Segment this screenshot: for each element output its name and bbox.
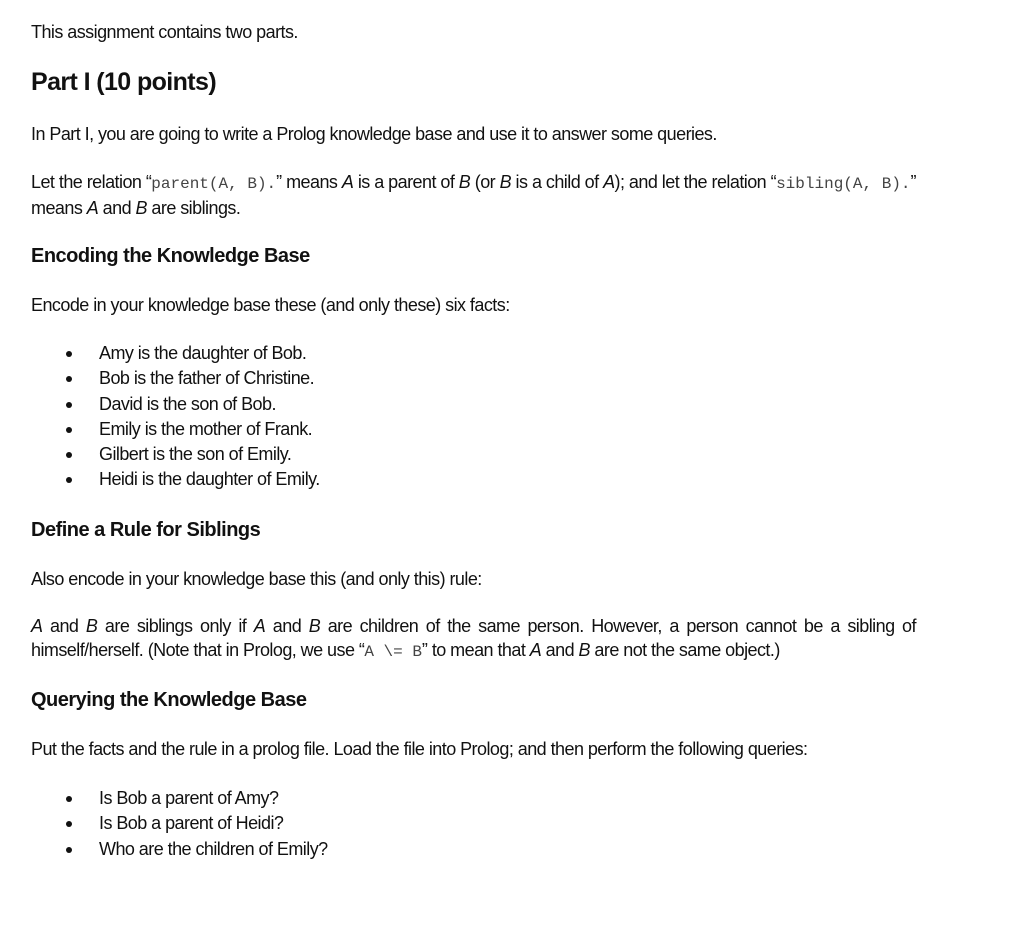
list-item: Bob is the father of Christine. bbox=[31, 366, 320, 391]
parent-relation-code: parent(A, B). bbox=[151, 175, 277, 193]
facts-list bbox=[31, 341, 320, 493]
rule-heading: Define a Rule for Siblings bbox=[31, 519, 261, 541]
part1-title: Part I (10 points) bbox=[31, 68, 217, 96]
rule-intro: Also encode in your knowledge base this (and only this) rule: bbox=[31, 569, 482, 589]
list-item: Is Bob a parent of Heidi? bbox=[31, 811, 328, 836]
encoding-heading: Encoding the Knowledge Base bbox=[31, 245, 310, 267]
query-heading: Querying the Knowledge Base bbox=[31, 689, 307, 711]
rule-paragraph: A and B are siblings only if A and B are children of the same person. However, a person cannot be a sibling of himself/herself. (Note that in Prolog, we use “A \= B” to mean that A and B are not the same object.) bbox=[31, 616, 916, 661]
list-item: Emily is the mother of Frank. bbox=[31, 417, 320, 442]
list-item: Gilbert is the son of Emily. bbox=[31, 442, 320, 467]
list-item: Amy is the daughter of Bob. bbox=[31, 341, 320, 366]
part1-intro: In Part I, you are going to write a Prolog knowledge base and use it to answer some queries. bbox=[31, 124, 717, 144]
list-item: Who are the children of Emily? bbox=[31, 837, 328, 862]
list-item: Is Bob a parent of Amy? bbox=[31, 786, 328, 811]
encoding-intro: Encode in your knowledge base these (and only these) six facts: bbox=[31, 295, 510, 315]
queries-list bbox=[31, 786, 328, 862]
list-item: Heidi is the daughter of Emily. bbox=[31, 467, 320, 492]
list-item: David is the son of Bob. bbox=[31, 392, 320, 417]
sibling-relation-code: sibling(A, B). bbox=[776, 175, 911, 193]
query-intro: Put the facts and the rule in a prolog file. Load the file into Prolog; and then perform the following queries: bbox=[31, 739, 808, 759]
relations-paragraph: Let the relation “parent(A, B).” means A is a parent of B (or B is a child of A); and let the relation “sibling(A, B).” means A and B are siblings. bbox=[31, 172, 916, 218]
not-equal-code: A \= B bbox=[364, 643, 422, 661]
intro-text: This assignment contains two parts. bbox=[31, 22, 298, 42]
